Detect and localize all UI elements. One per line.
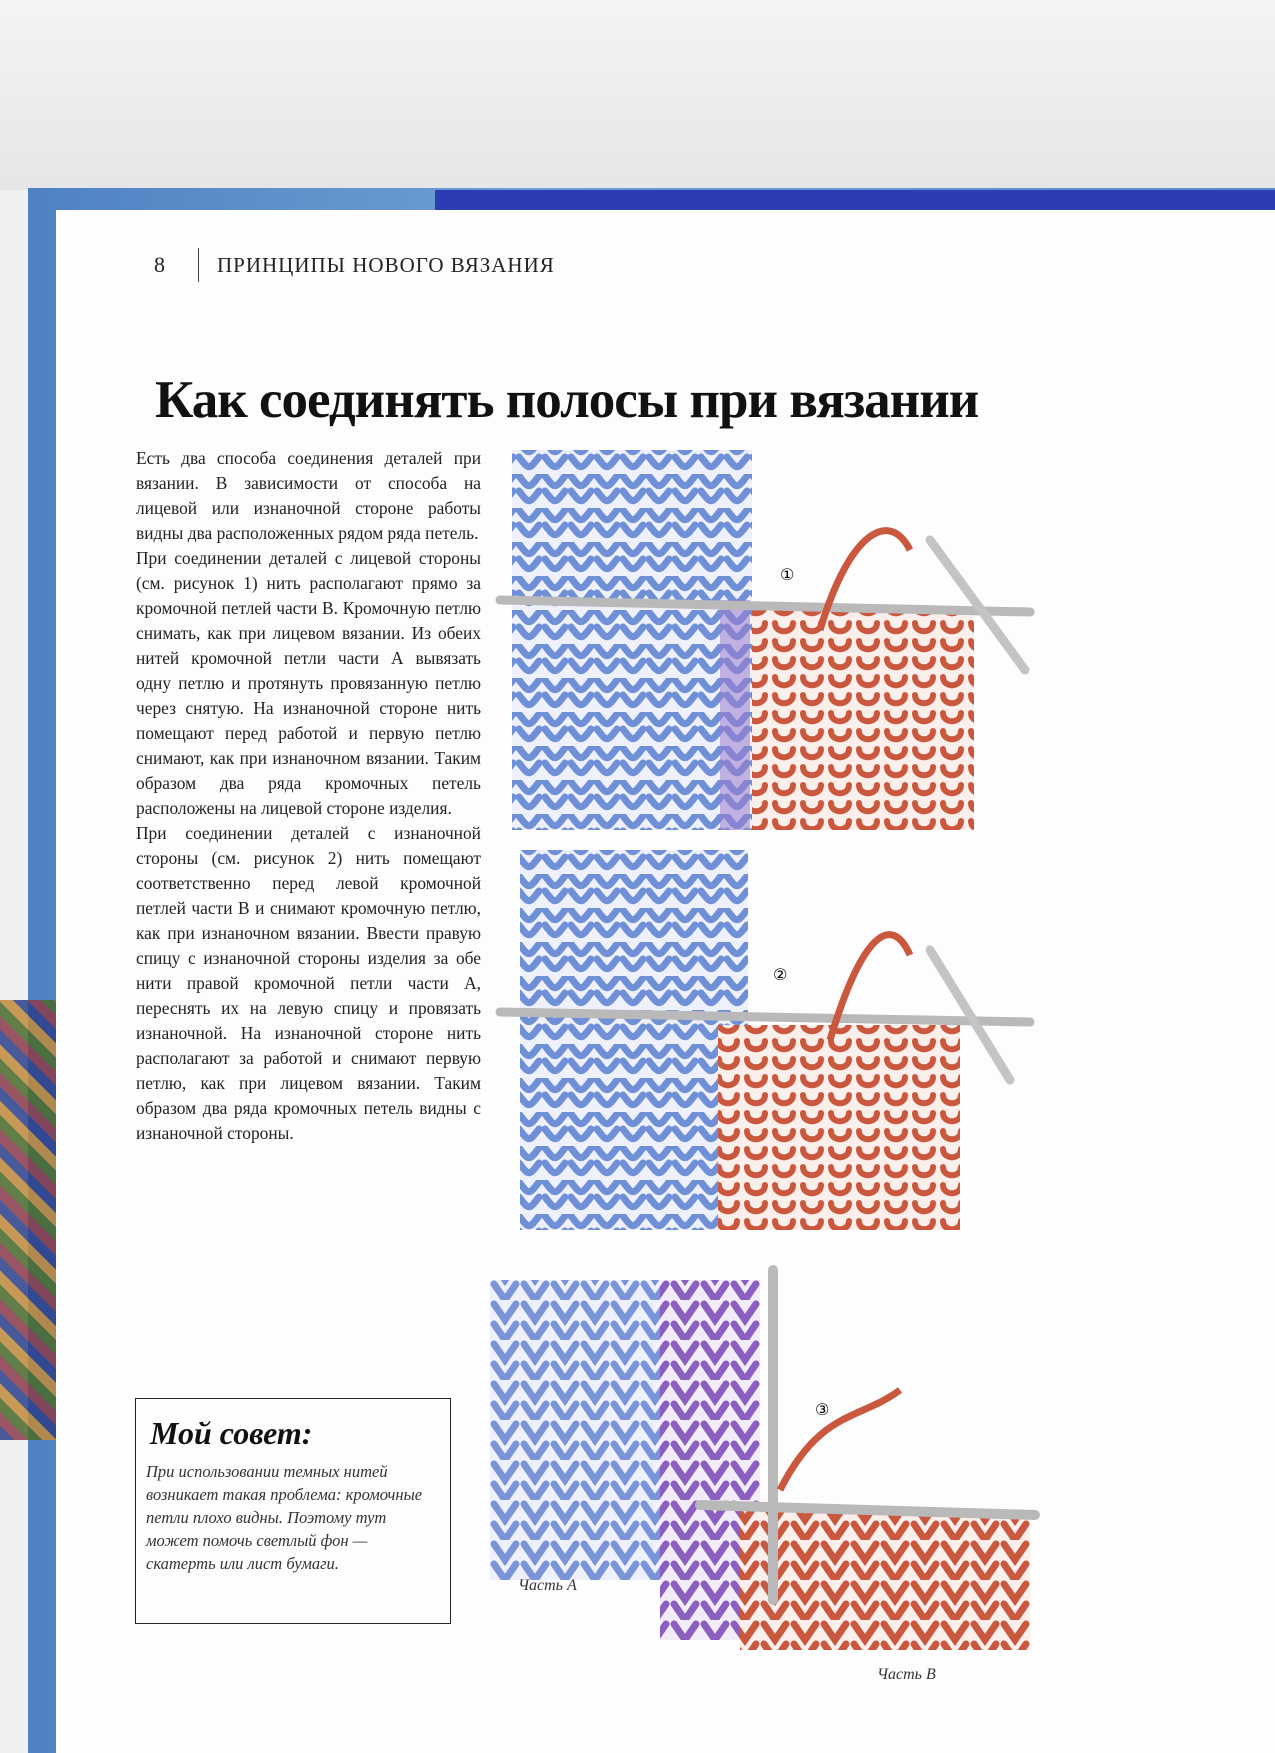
running-head	[154, 250, 555, 280]
edge-loops-1	[720, 600, 750, 830]
page-title: Как соединять полосы при вязании	[155, 371, 979, 429]
part-a-fabric-2	[520, 850, 748, 1230]
body-text	[136, 446, 481, 1146]
part-a-fabric-3	[490, 1280, 660, 1580]
paragraph-intro: Есть два способа соединения деталей при вязании. В зависимости от способа на лицевой или изнаночной стороне работы видны два расположенных рядом ряда петель.	[136, 448, 481, 543]
scan-background	[0, 0, 1275, 190]
page-number: 8	[154, 252, 165, 277]
paragraph-front-join: При соединении деталей с лицевой стороны (см. рисунок 1) нить располагают прямо за кромочной петлей части В. Кромочную петлю снимать, как при лицевом вязании. Из обеих нитей кромочной петли части А вывязать одну петлю и протянуть провязанную петлю через снятую. На изнаночной стороне нить помещают перед работой и первую петлю снимают, как при изнаночном вязании. Таким образом два ряда кромочных петель расположены на лицевой стороне изделия.	[136, 548, 481, 818]
paragraph-back-join: При соединении деталей с изнаночной стороны (см. рисунок 2) нить помещают соответственно перед левой кромочной петлей части В и снимают кромочную петлю, как при изнаночном вязании. Ввести правую спицу с изнаночной стороны изделия за обе нити правой кромочной петли части А, переснять их на левую спицу и провязать изнаночной. На изнаночной стороне нить располагают за работой и снимают первую петлю, как при лицевом вязании. Таким образом два ряда кромочных петель видны с изнаночной стороны.	[136, 823, 481, 1143]
tip-heading: Мой совет:	[150, 1415, 313, 1451]
figure-number-2: ②	[773, 965, 788, 984]
part-b-fabric-1	[752, 610, 974, 830]
part-b-fabric-2	[718, 1025, 960, 1230]
tip-box	[135, 1398, 451, 1624]
tip-text: При использовании темных нитей возникает такая проблема: кромочные петли плохо видны. Поэтому тут может помочь светлый фон — скатерть или лист бумаги.	[146, 1462, 423, 1573]
caption-part-a: Часть А	[518, 1577, 577, 1594]
knitting-illustration-2	[490, 840, 1050, 1240]
caption-part-b: Часть В	[877, 1666, 936, 1683]
part-b-fabric-3	[740, 1510, 1030, 1650]
section-title: ПРИНЦИПЫ НОВОГО ВЯЗАНИЯ	[217, 252, 555, 277]
knitting-illustration-1	[490, 440, 1050, 840]
figure-number-1: ①	[780, 565, 795, 584]
figure-number-3: ③	[815, 1400, 830, 1419]
working-yarn-3	[780, 1390, 900, 1490]
head-divider	[198, 248, 199, 282]
knitting-illustration-3	[490, 1260, 1050, 1690]
working-yarn-2	[830, 935, 910, 1040]
patterned-fabric	[0, 1000, 58, 1440]
part-a-fabric-1	[512, 450, 752, 830]
